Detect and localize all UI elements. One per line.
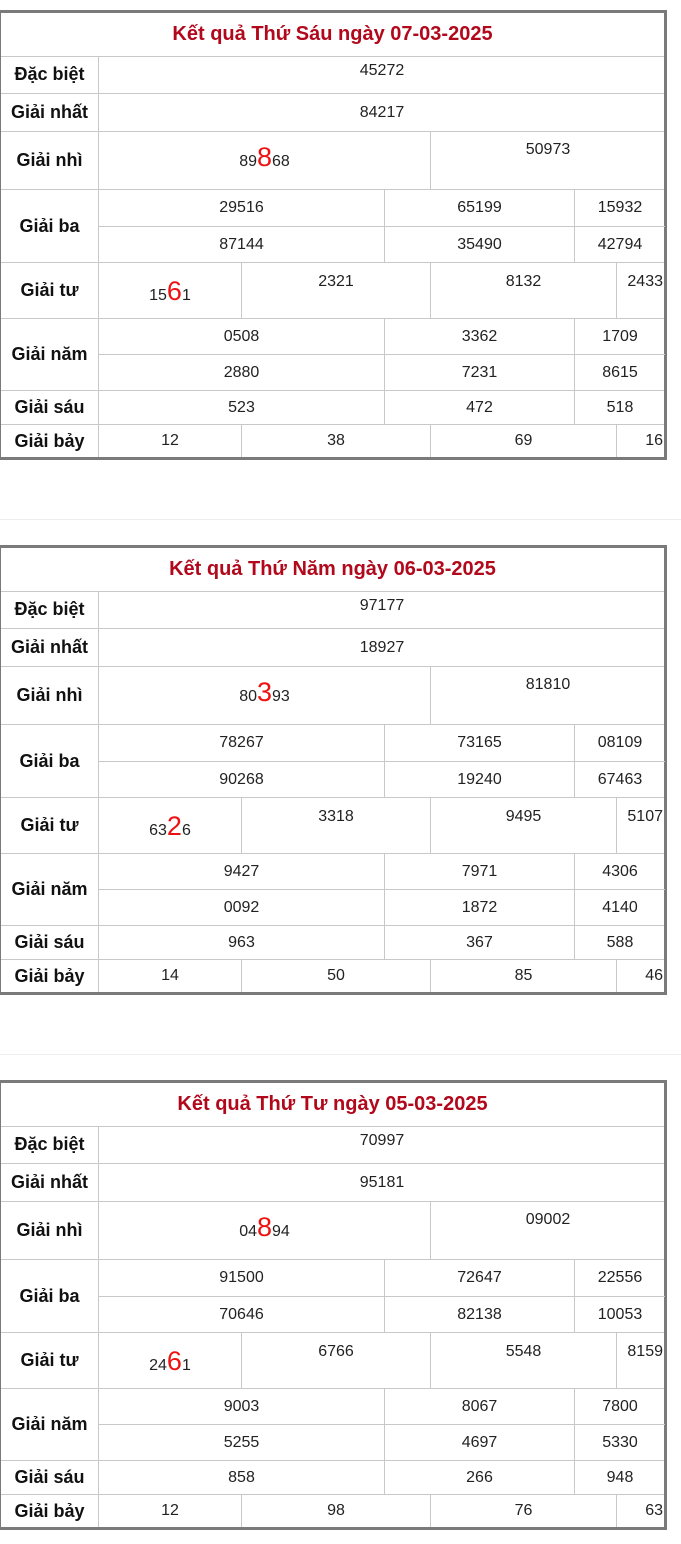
prize-g5-1: 8067: [384, 1389, 574, 1424]
row-giai-nam: [1, 854, 664, 926]
label-giai-ba: Giải ba: [1, 190, 99, 262]
prize-db: 70997: [359, 1132, 405, 1149]
prize-g1: 18927: [359, 639, 405, 656]
prize-g1: 95181: [359, 1174, 405, 1191]
prize-g3-3: 87144: [99, 226, 384, 262]
prize-g3-2: 08109: [574, 725, 665, 761]
prize-g6-1: 472: [384, 391, 574, 424]
label-giai-nhat: Giải nhất: [1, 1164, 99, 1201]
prize-g7-0: 12: [161, 1502, 179, 1519]
prize-g5-4: 7231: [384, 354, 574, 390]
label-giai-nhi: Giải nhì: [1, 132, 99, 189]
highlight-digit: 3: [256, 677, 273, 707]
prize-g4-2: 5548: [430, 1333, 616, 1388]
label-giai-ba: Giải ba: [1, 1260, 99, 1332]
label-giai-sau: Giải sáu: [1, 1461, 99, 1494]
row-giai-nam: [1, 1389, 664, 1461]
prize-g3-0: 91500: [219, 1269, 264, 1286]
number-part: 94: [272, 1223, 290, 1240]
prize-g7-3: 63: [616, 1495, 665, 1527]
section-divider: [0, 519, 681, 520]
prize-g4-0: [99, 1333, 241, 1388]
prize-g3-5: 67463: [574, 761, 665, 797]
prize-g7-2: 69: [430, 425, 616, 457]
label-giai-tu: Giải tư: [1, 1333, 99, 1388]
row-dac-biet: [1, 591, 664, 629]
prize-g5-4: 1872: [384, 889, 574, 925]
row-giai-nhi: [1, 1202, 664, 1260]
number-part: 15: [149, 287, 167, 304]
row-giai-bay: [1, 960, 664, 992]
prize-g4-2: 8132: [430, 263, 616, 318]
prize-g7-1: 98: [241, 1495, 430, 1527]
number-part: 93: [272, 688, 290, 705]
row-giai-nhat: [1, 629, 664, 667]
prize-g6-0: 963: [228, 933, 255, 951]
label-giai-tu: Giải tư: [1, 263, 99, 318]
prize-g3-3: 90268: [99, 761, 384, 797]
prize-g7-3: 46: [616, 960, 665, 992]
label-giai-nhi: Giải nhì: [1, 1202, 99, 1259]
prize-g6-2: 518: [574, 391, 665, 424]
highlight-digit: 6: [166, 1346, 182, 1376]
prize-g5-2: 4306: [574, 854, 665, 889]
number-part: 6: [181, 822, 191, 839]
label-giai-sau: Giải sáu: [1, 391, 99, 424]
prize-g4-1: 3318: [241, 798, 430, 853]
row-giai-tu: [1, 263, 664, 319]
prize-g3-4: 19240: [384, 761, 574, 797]
row-dac-biet: [1, 56, 664, 94]
label-giai-bay: Giải bảy: [1, 425, 99, 457]
row-giai-sau: [1, 926, 664, 960]
prize-g6-0: 523: [228, 398, 255, 416]
prize-g3-2: 22556: [574, 1260, 665, 1296]
prize-g4-1: 6766: [241, 1333, 430, 1388]
label-giai-ba: Giải ba: [1, 725, 99, 797]
prize-g5-5: 5330: [574, 1424, 665, 1460]
prize-g2-0: [99, 667, 430, 724]
prize-g3-1: 72647: [384, 1260, 574, 1296]
number-part: 80: [239, 688, 257, 705]
prize-db: 45272: [359, 62, 405, 79]
row-giai-sau: [1, 1461, 664, 1495]
number-part: 1: [181, 287, 191, 304]
result-table-1: [0, 545, 667, 995]
prize-g4-3: 8159: [616, 1333, 665, 1388]
label-giai-nhat: Giải nhất: [1, 94, 99, 131]
prize-g5-0: 9427: [223, 862, 260, 880]
row-dac-biet: [1, 1126, 664, 1164]
highlight-digit: 8: [256, 1212, 273, 1242]
highlight-digit: 6: [166, 276, 182, 306]
number-part: 04: [239, 1223, 257, 1240]
label-giai-nhi: Giải nhì: [1, 667, 99, 724]
prize-g5-1: 7971: [384, 854, 574, 889]
prize-g5-5: 8615: [574, 354, 665, 390]
result-title: Kết quả Thứ Năm ngày 06-03-2025: [1, 548, 664, 592]
prize-g3-1: 73165: [384, 725, 574, 761]
prize-g5-3: 5255: [99, 1424, 384, 1460]
prize-g3-5: 10053: [574, 1296, 665, 1332]
prize-g5-5: 4140: [574, 889, 665, 925]
label-giai-sau: Giải sáu: [1, 926, 99, 959]
prize-g5-0: 0508: [223, 327, 260, 345]
prize-g5-2: 7800: [574, 1389, 665, 1424]
prize-g6-1: 367: [384, 926, 574, 959]
prize-g7-0: 14: [161, 967, 179, 984]
row-giai-sau: [1, 391, 664, 425]
highlight-digit: 8: [256, 142, 273, 172]
prize-g7-0: 12: [161, 432, 179, 449]
prize-g2-1: 50973: [430, 132, 665, 189]
prize-g4-0: [99, 263, 241, 318]
label-giai-nam: Giải năm: [1, 1389, 99, 1460]
prize-g4-2: 9495: [430, 798, 616, 853]
number-part: 1: [181, 1357, 191, 1374]
prize-g2-0: [99, 132, 430, 189]
row-giai-ba: [1, 190, 664, 263]
prize-g7-1: 50: [241, 960, 430, 992]
label-dac-biet: Đặc biệt: [1, 1126, 99, 1163]
prize-g6-0: 858: [228, 1468, 255, 1486]
prize-g2-1: 81810: [430, 667, 665, 724]
result-title: Kết quả Thứ Tư ngày 05-03-2025: [1, 1083, 664, 1127]
number-part: 89: [239, 153, 257, 170]
highlight-digit: 2: [166, 811, 182, 841]
number-part: 24: [149, 1357, 167, 1374]
row-giai-bay: [1, 425, 664, 457]
prize-g3-4: 35490: [384, 226, 574, 262]
prize-g3-0: 78267: [219, 734, 264, 751]
prize-g5-3: 2880: [99, 354, 384, 390]
prize-g5-1: 3362: [384, 319, 574, 354]
label-giai-bay: Giải bảy: [1, 960, 99, 992]
prize-g2-1: 09002: [430, 1202, 665, 1259]
prize-g6-2: 948: [574, 1461, 665, 1494]
result-title: Kết quả Thứ Sáu ngày 07-03-2025: [1, 13, 664, 57]
prize-g4-3: 5107: [616, 798, 665, 853]
label-giai-bay: Giải bảy: [1, 1495, 99, 1527]
section-divider: [0, 1054, 681, 1055]
label-dac-biet: Đặc biệt: [1, 56, 99, 93]
prize-g4-1: 2321: [241, 263, 430, 318]
row-giai-tu: [1, 1333, 664, 1389]
prize-db: 97177: [359, 597, 405, 614]
prize-g3-3: 70646: [99, 1296, 384, 1332]
prize-g5-4: 4697: [384, 1424, 574, 1460]
prize-g5-0: 9003: [223, 1397, 260, 1415]
number-part: 63: [149, 822, 167, 839]
prize-g2-0: [99, 1202, 430, 1259]
label-dac-biet: Đặc biệt: [1, 591, 99, 628]
prize-g7-2: 76: [430, 1495, 616, 1527]
result-table-2: [0, 1080, 667, 1530]
row-giai-nhi: [1, 667, 664, 725]
prize-g5-2: 1709: [574, 319, 665, 354]
number-part: 68: [272, 153, 290, 170]
result-table-0: [0, 10, 667, 460]
prize-g7-3: 16: [616, 425, 665, 457]
prize-g7-1: 38: [241, 425, 430, 457]
label-giai-nam: Giải năm: [1, 854, 99, 925]
prize-g6-1: 266: [384, 1461, 574, 1494]
prize-g7-2: 85: [430, 960, 616, 992]
row-giai-nhi: [1, 132, 664, 190]
prize-g1: 84217: [359, 104, 405, 121]
label-giai-tu: Giải tư: [1, 798, 99, 853]
row-giai-bay: [1, 1495, 664, 1527]
label-giai-nhat: Giải nhất: [1, 629, 99, 666]
prize-g3-5: 42794: [574, 226, 665, 262]
prize-g3-0: 29516: [219, 199, 264, 216]
prize-g6-2: 588: [574, 926, 665, 959]
prize-g5-3: 0092: [99, 889, 384, 925]
label-giai-nam: Giải năm: [1, 319, 99, 390]
row-giai-nhat: [1, 94, 664, 132]
row-giai-nhat: [1, 1164, 664, 1202]
prize-g3-2: 15932: [574, 190, 665, 226]
row-giai-ba: [1, 1260, 664, 1333]
prize-g4-3: 2433: [616, 263, 665, 318]
prize-g3-1: 65199: [384, 190, 574, 226]
row-giai-tu: [1, 798, 664, 854]
row-giai-ba: [1, 725, 664, 798]
row-giai-nam: [1, 319, 664, 391]
prize-g3-4: 82138: [384, 1296, 574, 1332]
prize-g4-0: [99, 798, 241, 853]
